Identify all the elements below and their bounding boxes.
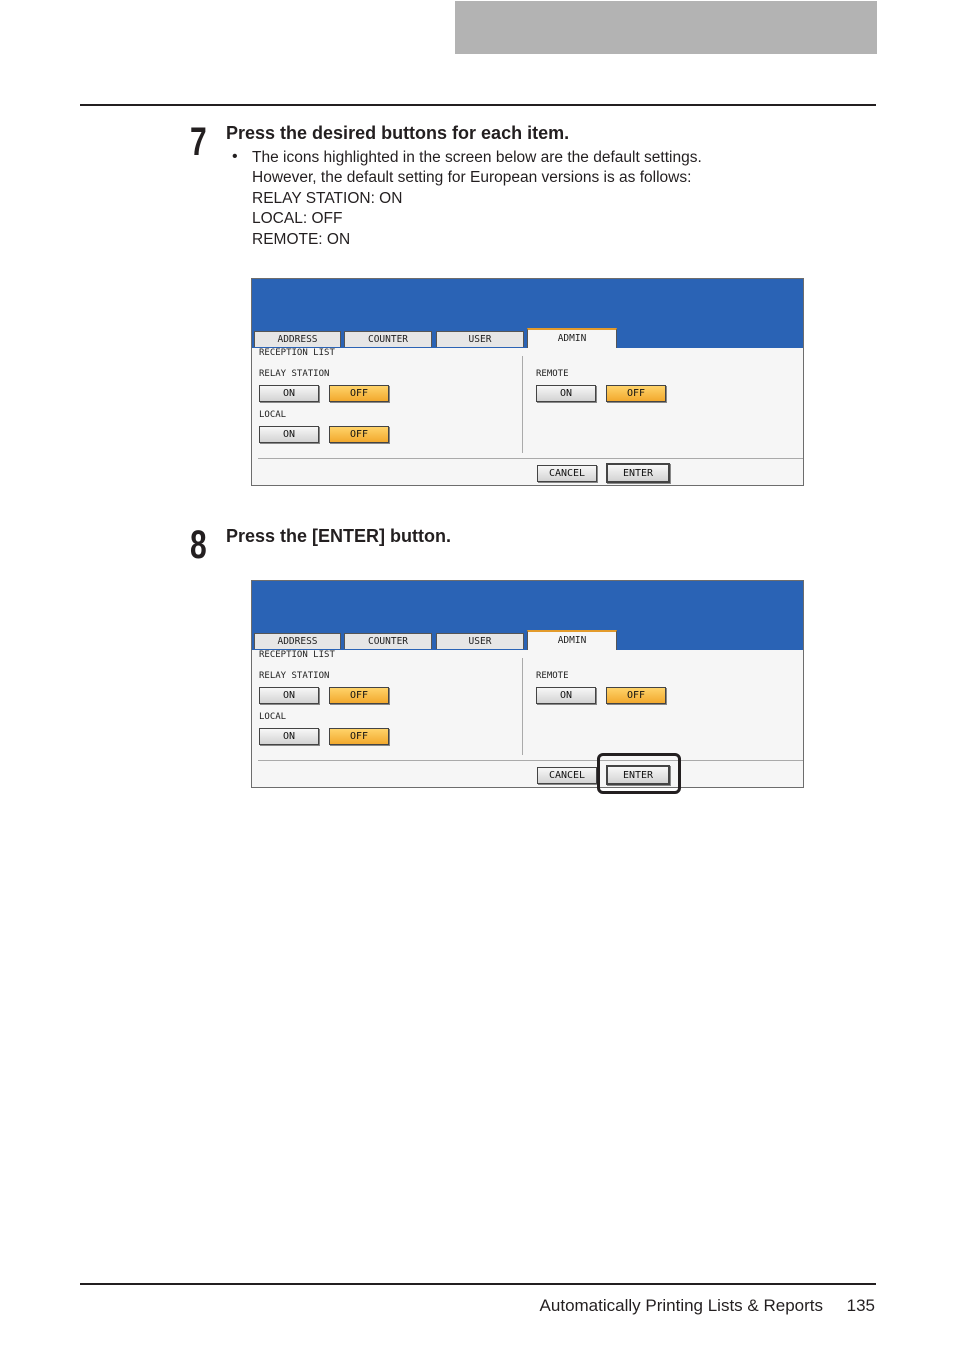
step-7-notes xyxy=(252,148,702,250)
remote-on-button[interactable]: ON xyxy=(536,385,596,402)
step-8-title: Press the [ENTER] button. xyxy=(226,526,452,546)
local-off-button[interactable]: OFF xyxy=(329,426,389,443)
note-line: However, the default setting for European versions is as follows: xyxy=(252,169,692,187)
note-line: The icons highlighted in the screen below are the default settings. xyxy=(252,149,702,166)
enter-button[interactable]: ENTER xyxy=(606,765,670,785)
relay-station-label: RELAY STATION xyxy=(259,369,330,379)
footer-divider xyxy=(258,458,803,459)
remote-label: REMOTE xyxy=(536,671,569,681)
column-divider xyxy=(522,658,523,755)
local-label: LOCAL xyxy=(259,410,287,420)
note-line: RELAY STATION: ON xyxy=(252,189,403,207)
tab-admin[interactable]: ADMIN xyxy=(527,630,617,650)
remote-off-button[interactable]: OFF xyxy=(606,687,666,704)
admin-reception-list-screen-2 xyxy=(251,580,804,788)
tab-address[interactable]: ADDRESS xyxy=(254,633,341,649)
local-label: LOCAL xyxy=(259,712,287,722)
column-divider xyxy=(522,356,523,453)
tab-counter[interactable]: COUNTER xyxy=(344,331,432,347)
step-7-number: 7 xyxy=(190,120,207,164)
footer-divider xyxy=(258,760,803,761)
tab-address[interactable]: ADDRESS xyxy=(254,331,341,347)
remote-label: REMOTE xyxy=(536,369,569,379)
relay-station-label: RELAY STATION xyxy=(259,671,330,681)
enter-button[interactable]: ENTER xyxy=(606,463,670,483)
bullet-marker: • xyxy=(232,148,238,165)
note-line: REMOTE: ON xyxy=(252,230,351,248)
top-rule xyxy=(80,104,876,106)
enter-button-highlight xyxy=(597,753,681,794)
cancel-button[interactable]: CANCEL xyxy=(537,465,597,482)
section-label: RECEPTION LIST xyxy=(259,348,335,358)
remote-off-button[interactable]: OFF xyxy=(606,385,666,402)
relay-on-button[interactable]: ON xyxy=(259,385,319,402)
tab-user[interactable]: USER xyxy=(436,633,524,649)
note-line: LOCAL: OFF xyxy=(252,210,343,228)
local-off-button[interactable]: OFF xyxy=(329,728,389,745)
step-8-number: 8 xyxy=(190,523,207,567)
local-on-button[interactable]: ON xyxy=(259,426,319,443)
bottom-rule xyxy=(80,1283,876,1285)
step-7-title: Press the desired buttons for each item. xyxy=(226,123,570,143)
relay-on-button[interactable]: ON xyxy=(259,687,319,704)
tab-user[interactable]: USER xyxy=(436,331,524,347)
section-label: RECEPTION LIST xyxy=(259,650,335,660)
local-on-button[interactable]: ON xyxy=(259,728,319,745)
relay-off-button[interactable]: OFF xyxy=(329,687,389,704)
cancel-button[interactable]: CANCEL xyxy=(537,767,597,784)
tab-admin[interactable]: ADMIN xyxy=(527,328,617,348)
admin-reception-list-screen-1 xyxy=(251,278,804,486)
chapter-header-bar xyxy=(455,1,877,54)
relay-off-button[interactable]: OFF xyxy=(329,385,389,402)
tab-counter[interactable]: COUNTER xyxy=(344,633,432,649)
page-number: 135 xyxy=(846,1296,875,1315)
remote-on-button[interactable]: ON xyxy=(536,687,596,704)
footer-chapter-title: Automatically Printing Lists & Reports xyxy=(539,1296,823,1315)
